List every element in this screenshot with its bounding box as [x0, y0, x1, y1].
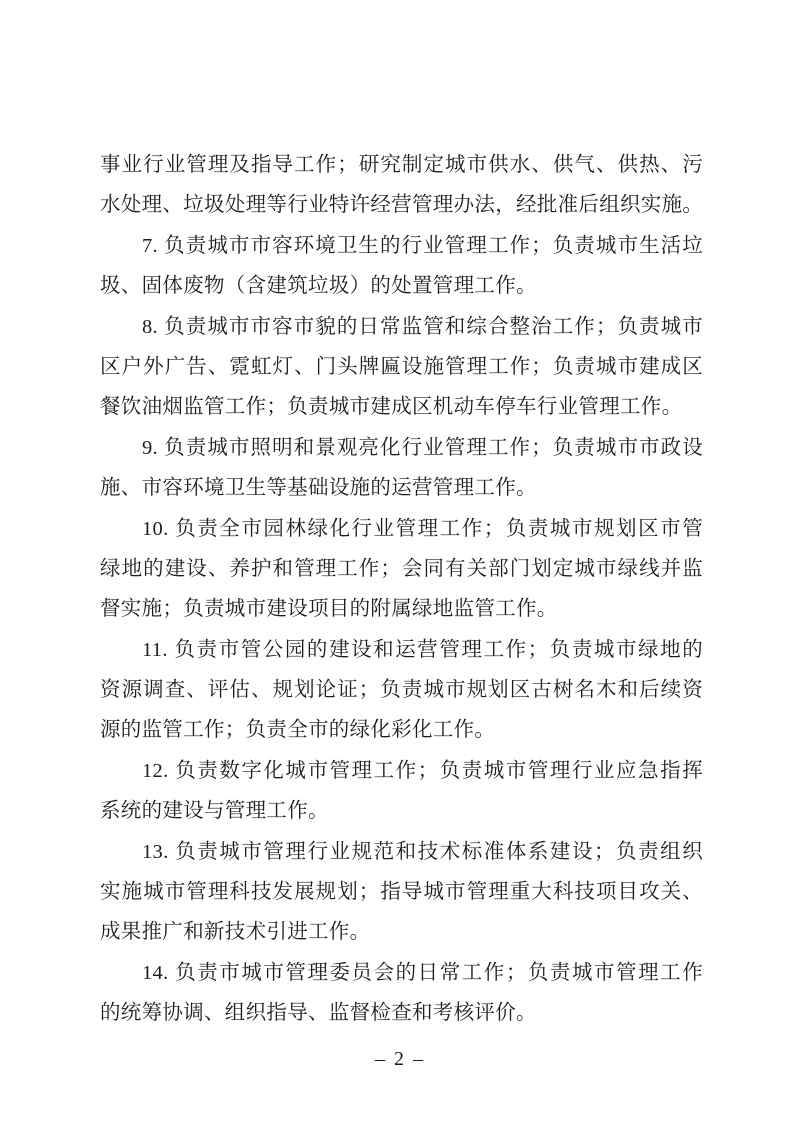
text-line: 10. 负责全市园林绿化行业管理工作；负责城市规划区市管: [142, 517, 703, 540]
document-body: [100, 145, 703, 1034]
paragraph: [100, 630, 703, 751]
text-line: 实施城市管理科技发展规划；指导城市管理重大科技项目攻关、: [100, 881, 703, 904]
text-line: 14. 负责市城市管理委员会的日常工作；负责城市管理工作: [142, 961, 703, 984]
page-footer: [0, 1048, 800, 1071]
paragraph: [100, 832, 703, 953]
paragraph: [100, 953, 703, 1034]
paragraph: [100, 145, 703, 226]
text-line: 8. 负责城市市容市貌的日常监管和综合整治工作；负责城市: [142, 315, 703, 338]
paragraph: [100, 751, 703, 832]
text-line: 餐饮油烟监管工作；负责城市建成区机动车停车行业管理工作。: [100, 396, 683, 419]
text-line: 13. 负责城市管理行业规范和技术标准体系建设；负责组织: [142, 840, 703, 863]
text-line: 绿地的建设、养护和管理工作；会同有关部门划定城市绿线并监: [100, 557, 703, 580]
text-line: 督实施；负责城市建设项目的附属绿地监管工作。: [100, 598, 558, 621]
paragraph: [100, 307, 703, 428]
text-line: 圾、固体废物（含建筑垃圾）的处置管理工作。: [100, 275, 537, 298]
text-line: 系统的建设与管理工作。: [100, 800, 329, 823]
text-line: 施、市容环境卫生等基础设施的运营管理工作。: [100, 477, 537, 500]
text-line: 成果推广和新技术引进工作。: [100, 921, 371, 944]
text-line: 事业行业管理及指导工作；研究制定城市供水、供气、供热、污: [100, 154, 703, 176]
text-line: 的统筹协调、组织指导、监督检查和考核评价。: [100, 1002, 537, 1025]
page-number: – 2 –: [375, 1048, 425, 1070]
text-line: 区户外广告、霓虹灯、门头牌匾设施管理工作；负责城市建成区: [100, 355, 703, 378]
paragraph: [100, 509, 703, 630]
paragraph: [100, 428, 703, 509]
text-line: 资源调查、评估、规划论证；负责城市规划区古树名木和后续资: [100, 679, 703, 702]
text-line: 7. 负责城市市容环境卫生的行业管理工作；负责城市生活垃: [142, 234, 703, 257]
text-line: 源的监管工作；负责全市的绿化彩化工作。: [100, 719, 496, 742]
text-line: 9. 负责城市照明和景观亮化行业管理工作；负责城市市政设: [142, 436, 703, 459]
text-line: 11. 负责市管公园的建设和运营管理工作；负责城市绿地的: [142, 638, 703, 661]
text-line: 水处理、垃圾处理等行业特许经营管理办法，经批准后组织实施。: [100, 194, 704, 217]
paragraph: [100, 226, 703, 307]
text-line: 12. 负责数字化城市管理工作；负责城市管理行业应急指挥: [142, 759, 703, 782]
